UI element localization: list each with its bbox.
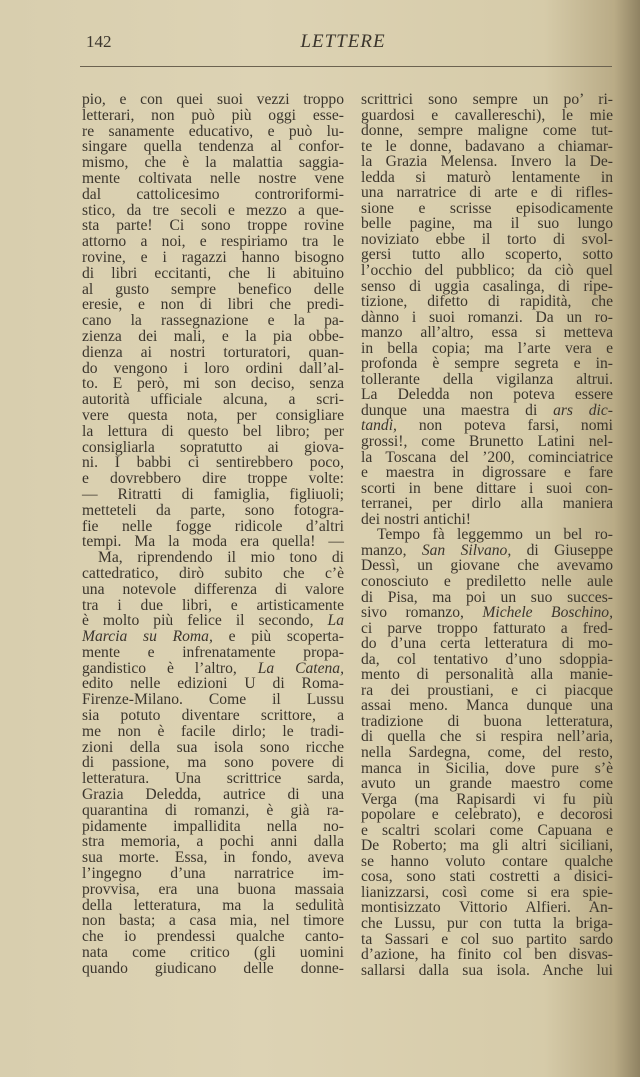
text-line [361, 574, 613, 590]
text-run: manzo, [361, 541, 422, 559]
text-run: te le donne, badavano a chiamar- [361, 137, 613, 155]
text-run: tempi. Ma la moda era quella! — [82, 533, 344, 551]
text-run: tra i due libri, e artisticamente [82, 596, 344, 614]
text-line [82, 455, 344, 471]
text-run: letterari, non può più oggi esse- [82, 106, 344, 124]
text-line [361, 683, 613, 699]
italic-title: Michele Boschino, [482, 604, 613, 622]
text-line [82, 771, 344, 787]
text-run: non poteva farsi, nomi [396, 417, 613, 435]
text-run: dunque una maestra di [361, 401, 554, 419]
text-line [82, 882, 344, 898]
text-line [361, 714, 613, 730]
text-run: quarantina di romanzi, è già ra- [82, 801, 344, 819]
text-run: cosa, sono stati costretti a disici- [361, 868, 613, 886]
text-line [361, 652, 613, 668]
text-line [361, 543, 613, 559]
text-line [82, 408, 344, 424]
text-line [361, 279, 613, 295]
text-run: provvisa, era una buona massaia [82, 880, 344, 898]
text-run: pio, e con quei suoi vezzi troppo [82, 91, 344, 108]
text-line [361, 185, 613, 201]
text-run: dal cattolicesimo controriformi- [82, 185, 344, 203]
header-rule [80, 66, 612, 67]
text-line [82, 361, 344, 377]
text-line [361, 963, 613, 979]
text-column-right [361, 92, 613, 978]
text-line [361, 900, 613, 916]
text-run: La Deledda non poteva essere [361, 386, 613, 404]
text-run: nata come critico (gli uomini [82, 944, 344, 962]
text-run: dànno i suoi romanzi. Da un ro- [361, 308, 613, 326]
text-run: Verga (ma Rapisardi vi fu più [361, 790, 613, 808]
text-run: sua morte. Essa, in fondo, aveva [82, 849, 344, 867]
text-run: montisizzato Vittorio Alfieri. An- [361, 899, 613, 917]
text-run: sia potuto diventare scrittore, a [82, 707, 344, 725]
text-line [361, 294, 613, 310]
text-line [361, 465, 613, 481]
text-run: sivo romanzo, [361, 604, 483, 622]
text-run: quando giudicano delle donne- [82, 959, 344, 977]
text-line [361, 108, 613, 124]
text-run: della letteratura, ma la sedulità [82, 896, 344, 914]
text-run: tizione, difetto di rapidità, che [361, 293, 613, 311]
text-run: mente e infrenatamente propa- [82, 643, 344, 661]
text-run: avuto un grande maestro come [361, 775, 613, 793]
text-line [82, 724, 344, 740]
text-run: al gusto sempre benefico delle [82, 280, 344, 298]
text-line [82, 708, 344, 724]
text-line [361, 776, 613, 792]
text-line [82, 661, 344, 677]
text-line [361, 869, 613, 885]
text-line [361, 636, 613, 652]
text-run: Firenze-Milano. Come il Lussu [82, 691, 344, 709]
text-line [82, 108, 344, 124]
text-run: consigliarla sopratutto ai giova- [82, 438, 344, 456]
text-line [82, 803, 344, 819]
text-run: rovine, e i ragazzi hanno bisogno [82, 248, 344, 266]
text-run: letteratura. Una scrittrice sarda, [82, 770, 344, 788]
text-line [361, 947, 613, 963]
text-run: sta parte! Ci sono troppe rovine [82, 217, 344, 235]
text-run: manca in Sicilia, dove pure s’è [361, 759, 613, 777]
text-line [82, 819, 344, 835]
italic-title: San Silvano, [421, 541, 512, 559]
text-run: Grazia Deledda, autrice di una [82, 786, 344, 804]
text-run: guardosi e cavallereschi), le mie [361, 106, 613, 124]
text-run: stra memoria, a pochi anni dalla [82, 833, 344, 851]
text-line [361, 745, 613, 761]
text-run: me non è facile dirlo; le tradi- [82, 722, 344, 740]
text-line [82, 424, 344, 440]
text-line [82, 519, 344, 535]
text-run: edito nelle edizioni U di Roma- [82, 675, 344, 693]
text-run: belle pagine, ma il suo lungo [361, 215, 613, 233]
text-line [82, 787, 344, 803]
text-line [82, 629, 344, 645]
text-line [361, 496, 613, 512]
text-line [361, 123, 613, 139]
text-line [82, 440, 344, 456]
text-line [361, 792, 613, 808]
text-line [82, 866, 344, 882]
text-run: conosciuto e prediletto nelle aule [361, 572, 613, 590]
text-line [361, 341, 613, 357]
text-line [361, 139, 613, 155]
text-line [361, 885, 613, 901]
text-run: se hanno voluto contare qualche [361, 852, 613, 870]
text-run: una notevole differenza di valore [82, 580, 344, 598]
text-line [361, 216, 613, 232]
text-line [361, 403, 613, 419]
text-line [82, 313, 344, 329]
text-line [82, 961, 344, 977]
text-line [361, 729, 613, 745]
text-run: la lettura di questo bel libro; per [82, 422, 344, 440]
text-run: ni. I babbi ci sentirebbero poco, [82, 454, 344, 472]
text-run: ci parve troppo fatturato a fred- [361, 619, 613, 637]
text-line [82, 755, 344, 771]
text-run: in bella copia; ma l’arte vera e [361, 339, 613, 357]
text-line [82, 376, 344, 392]
text-line [361, 450, 613, 466]
text-run: nella Sardegna, come, del resto, [361, 743, 613, 761]
text-run: fie nelle fogge ridicole d’altri [82, 517, 344, 535]
italic-title: tandi, [361, 417, 397, 435]
text-line [82, 282, 344, 298]
text-line [82, 203, 344, 219]
text-run: che io prendessi qualche canto- [82, 928, 344, 946]
text-line [82, 139, 344, 155]
text-run: lianizzarsi, così come si era spie- [361, 883, 613, 901]
text-run: senso di uggia casalinga, di ripe- [361, 277, 613, 295]
italic-title: ars dic- [553, 401, 613, 419]
text-run: e più scoperta- [212, 628, 344, 646]
text-run: metteteli da parte, sono fotogra- [82, 501, 344, 519]
text-run: mente coltivata nelle nostre vene [82, 169, 344, 187]
text-run: ta Sassari e col suo partito sardo [361, 930, 613, 948]
text-line [361, 838, 613, 854]
text-line [82, 534, 344, 550]
text-run: zioni della sua isola sono ricche [82, 738, 344, 756]
text-line [82, 297, 344, 313]
text-line [361, 201, 613, 217]
text-run: Ma, riprendendo il mio tono di [98, 549, 344, 567]
text-line [361, 372, 613, 388]
text-run: do d’una certa letteratura di mo- [361, 635, 613, 653]
text-line [361, 512, 613, 528]
text-run: di libri eccitanti, che li abituino [82, 264, 344, 282]
text-run: cattedratico, dirò subito che c’è [82, 564, 344, 582]
text-line [82, 613, 344, 629]
text-line [82, 692, 344, 708]
text-run: una narratrice di arte e di rifles- [361, 184, 613, 202]
text-run: De Roberto; ma gli altri siciliani, [361, 837, 613, 855]
text-run: di Pisa, ma poi un suo succes- [361, 588, 613, 606]
text-run: — Ritratti di famiglia, figliuoli; [82, 485, 344, 503]
italic-title: La Catena, [257, 659, 345, 677]
text-line [82, 550, 344, 566]
text-run: assai meno. Manca dunque una [361, 697, 613, 715]
text-run: tollerante della vigilanza altrui. [361, 370, 613, 388]
text-line [361, 807, 613, 823]
text-run: è molto più felice il secondo, [82, 612, 328, 630]
text-run: grossi!, come Brunetto Latini nel- [361, 433, 613, 451]
text-run: attorno a noi, e respiriamo tra le [82, 233, 344, 251]
text-line [361, 932, 613, 948]
text-line [82, 250, 344, 266]
text-line [361, 667, 613, 683]
text-line [361, 310, 613, 326]
text-run: la Grazia Melensa. Invero la De- [361, 153, 613, 171]
text-run: di passione, ma sono povere di [82, 754, 344, 772]
text-line [361, 605, 613, 621]
text-line [82, 834, 344, 850]
text-line [361, 247, 613, 263]
text-run: zienza dei mali, e la pia obbe- [82, 327, 344, 345]
text-run: l’ingegno d’una narratrice im- [82, 865, 344, 883]
text-run: scorti in bene dittare i suoi con- [361, 479, 613, 497]
text-run: vere questa nota, per consigliare [82, 406, 344, 424]
text-run: donne, sempre maligne come tut- [361, 122, 613, 140]
text-line [82, 155, 344, 171]
text-line [361, 558, 613, 574]
text-line [82, 598, 344, 614]
text-line [82, 234, 344, 250]
text-line [361, 761, 613, 777]
text-run: di quella che si respira nell’aria, [361, 728, 613, 746]
text-line [361, 170, 613, 186]
text-line [361, 527, 613, 543]
text-run: gandistico è l’altro, [82, 659, 258, 677]
text-run: pidamente impallidita nella no- [82, 817, 344, 835]
text-run: re sanamente educativo, e può lu- [82, 122, 344, 140]
text-line [82, 92, 344, 108]
text-run: la Toscana del ’200, cominciatrice [361, 448, 613, 466]
text-run: tradizione di buona letteratura, [361, 712, 613, 730]
text-line [82, 171, 344, 187]
text-line [82, 740, 344, 756]
text-line [361, 590, 613, 606]
text-run: dei nostri antichi! [361, 510, 471, 528]
text-line [361, 621, 613, 637]
text-line [82, 218, 344, 234]
running-title: LETTERE [300, 31, 386, 52]
text-line [82, 266, 344, 282]
text-run: eresie, e non di libri che predi- [82, 296, 344, 314]
text-line [82, 187, 344, 203]
text-run: terranei, per dirlo alla maniera [361, 495, 613, 513]
text-run: e maestra in digrossare e fare [361, 464, 613, 482]
text-line [82, 566, 344, 582]
text-line [361, 387, 613, 403]
text-run: non basta; a casa mia, nel timore [82, 912, 344, 930]
text-line [361, 481, 613, 497]
text-line [82, 345, 344, 361]
text-run: singare quella tendenza al confor- [82, 138, 344, 156]
text-run: noviziato ebbe il torto di svol- [361, 230, 613, 248]
text-line [82, 392, 344, 408]
text-run: Tempo fà leggemmo un bel ro- [377, 526, 613, 544]
text-line [361, 698, 613, 714]
text-line [361, 92, 613, 108]
text-run: da, col tentativo d’uno sdoppia- [361, 650, 613, 668]
text-line [82, 929, 344, 945]
text-run: ledda si maturò lentamente in [361, 168, 613, 186]
text-run: mento di personalità alla manie- [361, 666, 613, 684]
text-line [361, 916, 613, 932]
text-run: to. E però, mi son deciso, senza [82, 375, 344, 393]
text-run: l’occhio del pubblico; da ciò quel [361, 262, 613, 280]
text-line [361, 154, 613, 170]
text-line [82, 945, 344, 961]
text-column-left [82, 92, 344, 977]
text-line [82, 487, 344, 503]
text-line [361, 434, 613, 450]
text-line [82, 471, 344, 487]
text-line [361, 823, 613, 839]
text-run: mismo, che è la malattia saggia- [82, 154, 344, 172]
text-line [82, 898, 344, 914]
text-run: sione e scrisse episodicamente [361, 199, 613, 217]
text-line [82, 645, 344, 661]
text-line [361, 263, 613, 279]
text-run: Dessì, un giovane che avevamo [361, 557, 613, 575]
text-run: scrittrici sono sempre un po’ ri- [361, 91, 613, 108]
text-run: autorità ufficiale alcuna, a scri- [82, 391, 344, 409]
text-line [361, 418, 613, 434]
text-line [361, 232, 613, 248]
page-number: 142 [86, 32, 112, 51]
text-run: manzo all’altro, essa si metteva [361, 324, 613, 342]
text-line [82, 582, 344, 598]
text-run: stico, da tre secoli e mezzo a que- [82, 201, 344, 219]
text-line [82, 676, 344, 692]
text-line [82, 913, 344, 929]
text-run: dienza ai nostri torturatori, quan- [82, 343, 344, 361]
text-run: d’azione, ha finito col ben disvas- [361, 946, 613, 964]
text-run: do vengono i loro ordini dall’al- [82, 359, 344, 377]
text-run: di Giuseppe [511, 541, 613, 559]
text-run: ra dei proustiani, e ci piacque [361, 681, 613, 699]
text-run: che Lussu, pur con tutta la briga- [361, 914, 613, 932]
text-line [82, 503, 344, 519]
text-run: e scaltri scolari come Capuana e [361, 821, 613, 839]
text-line [82, 329, 344, 345]
italic-title: Marcia su Roma, [82, 628, 213, 646]
text-line [82, 850, 344, 866]
text-run: e dovrebbero dire troppe volte: [82, 470, 344, 488]
italic-title: La [327, 612, 344, 630]
text-line [82, 124, 344, 140]
text-run: sallarsi dalla sua isola. Anche lui [361, 961, 613, 979]
text-run: gersi tutto allo scoperto, sotto [361, 246, 613, 264]
text-line [361, 325, 613, 341]
text-run: profonda è sempre segreta e in- [361, 355, 613, 373]
text-run: popolare e celebrato), e decorosi [361, 806, 613, 824]
text-line [361, 854, 613, 870]
text-line [361, 356, 613, 372]
text-run: cano la rassegnazione e la pa- [82, 312, 344, 330]
